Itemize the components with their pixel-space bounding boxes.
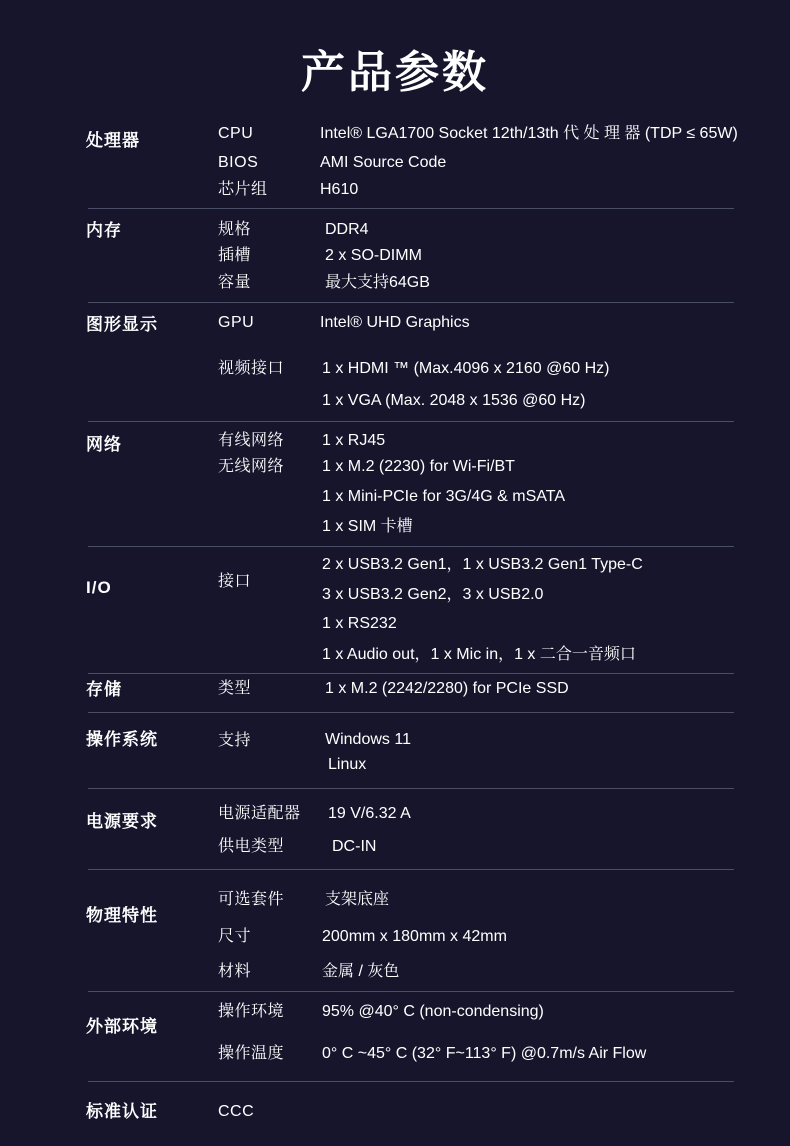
spec-value: DC-IN bbox=[332, 838, 377, 855]
spec-label: 材料 bbox=[218, 963, 252, 980]
spec-label: 操作温度 bbox=[218, 1045, 285, 1062]
spec-label: 支持 bbox=[218, 732, 252, 749]
section-category-memory: 内存 bbox=[86, 221, 122, 240]
section-divider bbox=[88, 673, 734, 674]
section-divider bbox=[88, 1081, 734, 1082]
section-divider bbox=[88, 712, 734, 713]
spec-label: 尺寸 bbox=[218, 928, 252, 945]
section-divider bbox=[88, 869, 734, 870]
spec-label: 类型 bbox=[218, 680, 252, 697]
spec-value: 1 x Mini-PCIe for 3G/4G & mSATA bbox=[322, 488, 566, 505]
spec-label: 供电类型 bbox=[218, 838, 285, 855]
section-divider bbox=[88, 208, 734, 209]
section-divider bbox=[88, 546, 734, 547]
spec-label: 电源适配器 bbox=[218, 805, 301, 822]
section-divider bbox=[88, 788, 734, 789]
spec-label: 视频接口 bbox=[218, 360, 285, 377]
spec-value: 0° C ~45° C (32° F~113° F) @0.7m/s Air Flow bbox=[322, 1045, 647, 1062]
section-category-certification: 标准认证 bbox=[86, 1102, 158, 1121]
spec-value: 1 x RS232 bbox=[322, 615, 397, 632]
section-category-physical: 物理特性 bbox=[86, 906, 158, 925]
spec-value: 支架底座 bbox=[325, 891, 390, 908]
spec-value: 200mm x 180mm x 42mm bbox=[322, 928, 507, 945]
spec-label: 操作环境 bbox=[218, 1003, 285, 1020]
spec-value: 1 x SIM 卡槽 bbox=[322, 518, 413, 535]
section-category-os: 操作系统 bbox=[86, 730, 158, 749]
spec-value: 金属 / 灰色 bbox=[322, 963, 400, 980]
spec-value: 1 x M.2 (2242/2280) for PCIe SSD bbox=[325, 680, 569, 697]
spec-value: 95% @40° C (non-condensing) bbox=[322, 1003, 544, 1020]
spec-value: 1 x VGA (Max. 2048 x 1536 @60 Hz) bbox=[322, 392, 586, 409]
spec-label: 接口 bbox=[218, 573, 252, 590]
spec-value: 最大支持64GB bbox=[325, 274, 430, 291]
spec-value: Intel® UHD Graphics bbox=[320, 314, 470, 331]
spec-label: 有线网络 bbox=[218, 432, 285, 449]
spec-value: 1 x M.2 (2230) for Wi-Fi/BT bbox=[322, 458, 515, 475]
spec-value: Linux bbox=[328, 756, 367, 773]
page-title: 产品参数 bbox=[301, 48, 489, 97]
spec-label: GPU bbox=[218, 314, 255, 331]
spec-label: 芯片组 bbox=[218, 181, 268, 198]
section-category-io: I/O bbox=[86, 578, 112, 597]
spec-label: BIOS bbox=[218, 154, 259, 171]
spec-value: 1 x HDMI ™ (Max.4096 x 2160 @60 Hz) bbox=[322, 360, 610, 377]
section-divider bbox=[88, 991, 734, 992]
section-divider bbox=[88, 421, 734, 422]
section-category-processor: 处理器 bbox=[86, 131, 140, 150]
spec-label: CCC bbox=[218, 1103, 255, 1120]
section-category-storage: 存储 bbox=[86, 680, 122, 699]
spec-value: AMI Source Code bbox=[320, 154, 447, 171]
spec-label: 无线网络 bbox=[218, 458, 285, 475]
section-category-graphics: 图形显示 bbox=[86, 315, 158, 334]
spec-label: 插槽 bbox=[218, 247, 252, 264]
spec-value: 2 x USB3.2 Gen1，1 x USB3.2 Gen1 Type-C bbox=[322, 556, 643, 573]
section-category-power: 电源要求 bbox=[86, 812, 158, 831]
spec-value: 1 x RJ45 bbox=[322, 432, 386, 449]
spec-label: CPU bbox=[218, 125, 254, 142]
spec-value: Intel® LGA1700 Socket 12th/13th 代 处 理 器 (TDP ≤ 65W) bbox=[320, 125, 738, 142]
spec-label: 规格 bbox=[218, 221, 252, 238]
section-divider bbox=[88, 302, 734, 303]
spec-value: 1 x Audio out，1 x Mic in，1 x 二合一音频口 bbox=[322, 646, 636, 663]
spec-value: H610 bbox=[320, 181, 359, 198]
spec-value: Windows 11 bbox=[325, 731, 411, 748]
section-category-network: 网络 bbox=[86, 435, 122, 454]
spec-label: 容量 bbox=[218, 274, 252, 291]
spec-value: DDR4 bbox=[325, 221, 369, 238]
section-category-environment: 外部环境 bbox=[86, 1017, 158, 1036]
spec-value: 19 V/6.32 A bbox=[328, 805, 411, 822]
spec-value: 2 x SO-DIMM bbox=[325, 247, 422, 264]
spec-value: 3 x USB3.2 Gen2，3 x USB2.0 bbox=[322, 586, 544, 603]
spec-label: 可选套件 bbox=[218, 891, 285, 908]
